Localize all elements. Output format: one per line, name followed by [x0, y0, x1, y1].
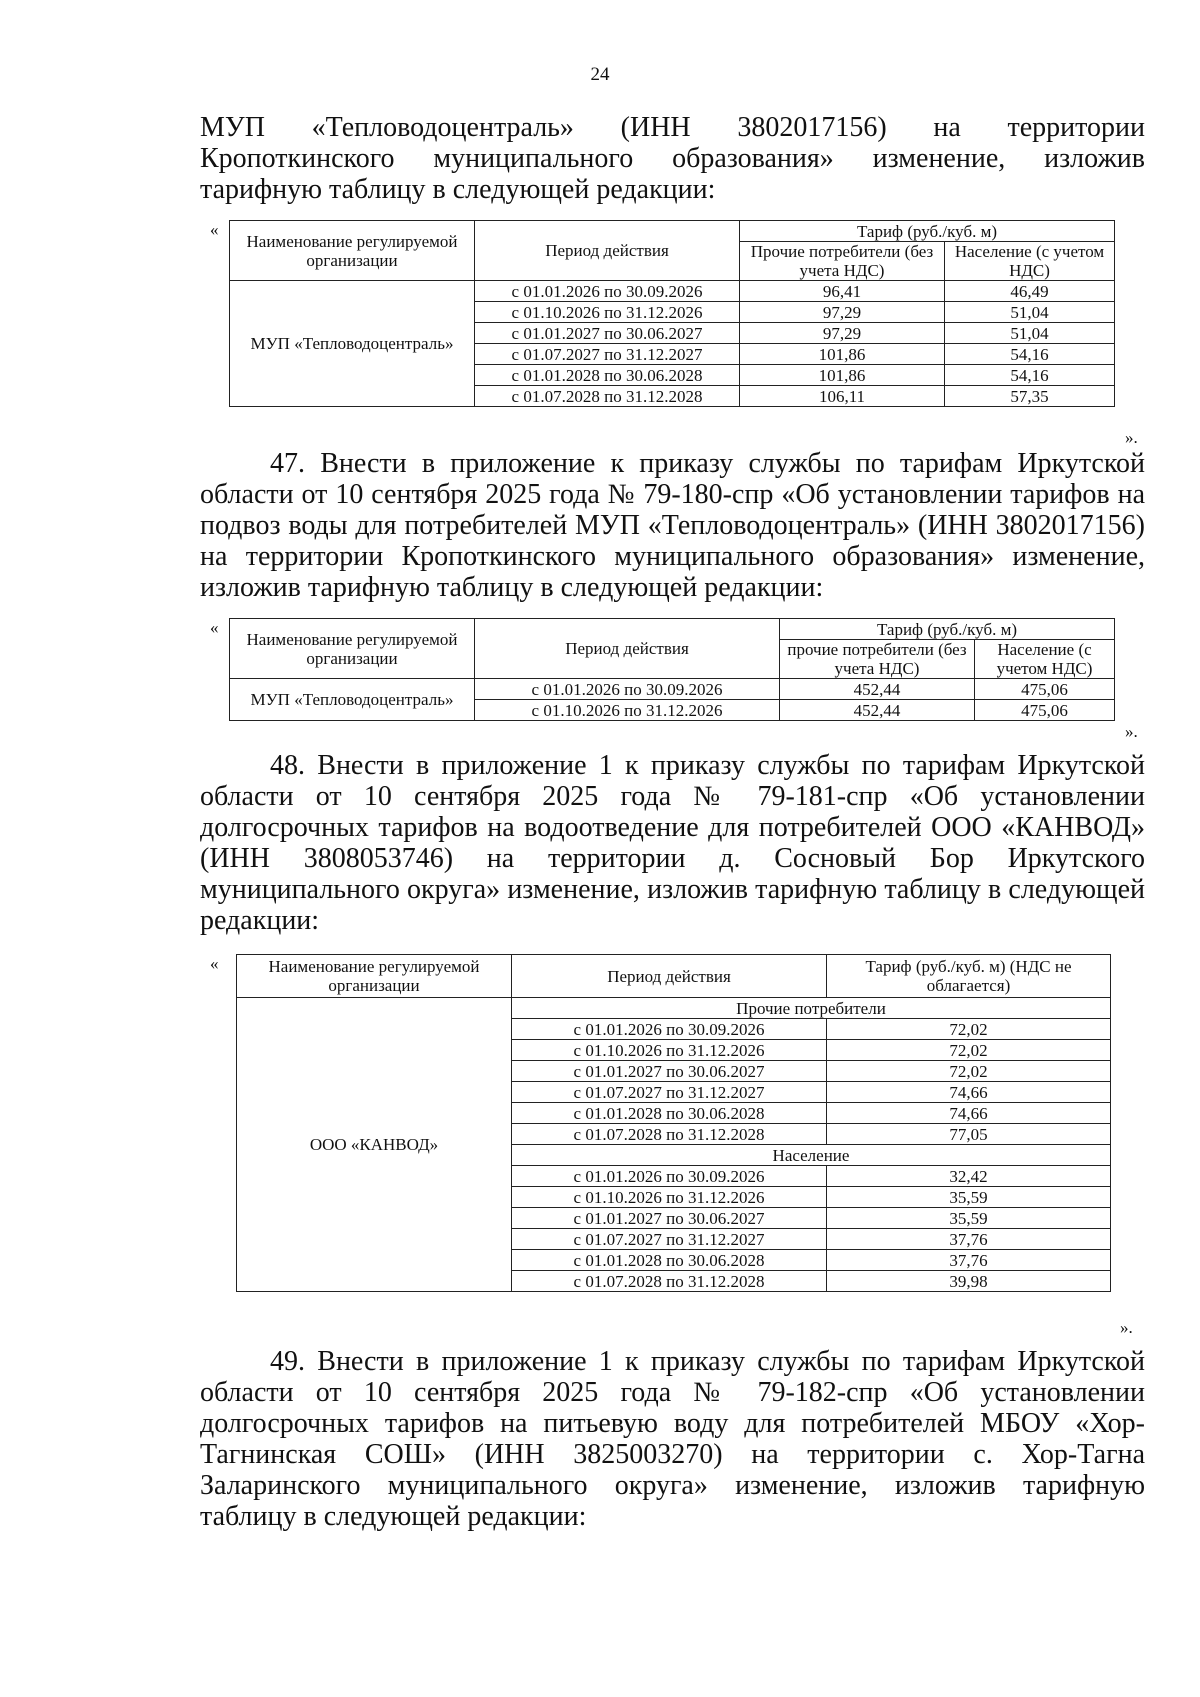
- table-row: [230, 281, 1115, 302]
- table1-other: 97,29: [740, 302, 945, 323]
- table3-period: с 01.07.2027 по 31.12.2027: [512, 1229, 827, 1250]
- table1-header-period: Период действия: [475, 221, 740, 281]
- table2-org: МУП «Тепловодоцентраль»: [230, 679, 475, 721]
- table3-group-pop: Население: [512, 1145, 1111, 1166]
- table3-period: с 01.01.2027 по 30.06.2027: [512, 1061, 827, 1082]
- table1-period: с 01.10.2026 по 31.12.2026: [475, 302, 740, 323]
- table3-period: с 01.01.2027 по 30.06.2027: [512, 1208, 827, 1229]
- table3-value: 37,76: [827, 1250, 1111, 1271]
- table3-header-period: Период действия: [512, 955, 827, 998]
- page-number: 24: [590, 64, 610, 85]
- intro-paragraph: МУП «Тепловодоцентраль» (ИНН 3802017156) на территории Кропоткинского муниципального образования» изменение, изложив тарифную таблицу в следующей редакции:: [200, 112, 1145, 205]
- item47-paragraph: 47. Внести в приложение к приказу службы по тарифам Иркутской области от 10 сентября 2025 года № 79-180-спр «Об установлении тарифов на подвоз воды для потребителей МУП «Тепловодоцентраль» (ИНН 3802017156) на территории Кропоткинского муниципального образования» изменение, изложив тарифную таблицу в следующей редакции:: [200, 448, 1145, 603]
- table1-pop: 46,49: [945, 281, 1115, 302]
- table1-header-other: Прочие потребители (без учета НДС): [740, 242, 945, 281]
- table3-header-org: Наименование регулируемой организации: [237, 955, 512, 998]
- table3-period: с 01.07.2027 по 31.12.2027: [512, 1082, 827, 1103]
- table3-quote-close: ».: [1120, 1318, 1133, 1337]
- table1-period: с 01.01.2027 по 30.06.2027: [475, 323, 740, 344]
- table3-value: 74,66: [827, 1103, 1111, 1124]
- item48-paragraph: 48. Внести в приложение 1 к приказу службы по тарифам Иркутской области от 10 сентября 2025 года № 79-181-спр «Об установлении долгосрочных тарифов на водоотведение для потребителей ООО «КАНВОД» (ИНН 3808053746) на территории д. Сосновый Бор Иркутского муниципального округа» изменение, изложив тарифную таблицу в следующей редакции:: [200, 750, 1145, 936]
- table3-period: с 01.01.2028 по 30.06.2028: [512, 1103, 827, 1124]
- table1-other: 96,41: [740, 281, 945, 302]
- table1-period: с 01.07.2028 по 31.12.2028: [475, 386, 740, 407]
- table3-period: с 01.01.2026 по 30.09.2026: [512, 1166, 827, 1187]
- table1-pop: 57,35: [945, 386, 1115, 407]
- table1-other: 97,29: [740, 323, 945, 344]
- table2-header-tariff: Тариф (руб./куб. м): [780, 619, 1115, 640]
- item49-paragraph: 49. Внести в приложение 1 к приказу службы по тарифам Иркутской области от 10 сентября 2025 года № 79-182-спр «Об установлении долгосрочных тарифов на питьевую воду для потребителей МБОУ «Хор-Тагнинская СОШ» (ИНН 3825003270) на территории с. Хор-Тагна Заларинского муниципального округа» изменение, изложив тарифную таблицу в следующей редакции:: [200, 1346, 1145, 1532]
- table-row: [230, 679, 1115, 700]
- table3-org: ООО «КАНВОД»: [237, 998, 512, 1292]
- table3-value: 39,98: [827, 1271, 1111, 1292]
- table1-header-pop: Население (с учетом НДС): [945, 242, 1115, 281]
- table1-period: с 01.01.2028 по 30.06.2028: [475, 365, 740, 386]
- table3-header-tariff: Тариф (руб./куб. м) (НДС не облагается): [827, 955, 1111, 998]
- table2-tariff: [229, 618, 1115, 721]
- table1-tariff: [229, 220, 1115, 407]
- table1-other: 106,11: [740, 386, 945, 407]
- table2-other: 452,44: [780, 679, 975, 700]
- table1-other: 101,86: [740, 365, 945, 386]
- table2-quote-close: ».: [1125, 722, 1138, 741]
- table3-period: с 01.10.2026 по 31.12.2026: [512, 1040, 827, 1061]
- table3-period: с 01.01.2026 по 30.09.2026: [512, 1019, 827, 1040]
- table1-org: МУП «Тепловодоцентраль»: [230, 281, 475, 407]
- table2-header-pop: Население (с учетом НДС): [975, 640, 1115, 679]
- table1-period: с 01.01.2026 по 30.09.2026: [475, 281, 740, 302]
- table3-value: 72,02: [827, 1061, 1111, 1082]
- table2-header-org: Наименование регулируемой организации: [230, 619, 475, 679]
- table3-group-other: Прочие потребители: [512, 998, 1111, 1019]
- table2-pop: 475,06: [975, 700, 1115, 721]
- table2-quote-open: «: [210, 618, 219, 637]
- table3-value: 77,05: [827, 1124, 1111, 1145]
- table1-pop: 51,04: [945, 323, 1115, 344]
- table1-pop: 51,04: [945, 302, 1115, 323]
- table2-header-other: прочие потребители (без учета НДС): [780, 640, 975, 679]
- table1-quote-close: ».: [1125, 428, 1138, 447]
- table2-period: с 01.10.2026 по 31.12.2026: [475, 700, 780, 721]
- table3-quote-open: «: [210, 954, 219, 973]
- table2-other: 452,44: [780, 700, 975, 721]
- table1-other: 101,86: [740, 344, 945, 365]
- table3-value: 35,59: [827, 1187, 1111, 1208]
- table1-pop: 54,16: [945, 365, 1115, 386]
- table1-header-tariff: Тариф (руб./куб. м): [740, 221, 1115, 242]
- table3-tariff: [236, 954, 1111, 1292]
- table1-header-org: Наименование регулируемой организации: [230, 221, 475, 281]
- table3-period: с 01.10.2026 по 31.12.2026: [512, 1187, 827, 1208]
- table2-pop: 475,06: [975, 679, 1115, 700]
- table3-period: с 01.01.2028 по 30.06.2028: [512, 1250, 827, 1271]
- table2-period: с 01.01.2026 по 30.09.2026: [475, 679, 780, 700]
- table1-pop: 54,16: [945, 344, 1115, 365]
- table3-value: 35,59: [827, 1208, 1111, 1229]
- table3-value: 74,66: [827, 1082, 1111, 1103]
- table3-value: 37,76: [827, 1229, 1111, 1250]
- table1-quote-open: «: [210, 220, 219, 239]
- table3-period: с 01.07.2028 по 31.12.2028: [512, 1271, 827, 1292]
- table3-value: 72,02: [827, 1019, 1111, 1040]
- table1-period: с 01.07.2027 по 31.12.2027: [475, 344, 740, 365]
- table2-header-period: Период действия: [475, 619, 780, 679]
- table3-value: 32,42: [827, 1166, 1111, 1187]
- table3-period: с 01.07.2028 по 31.12.2028: [512, 1124, 827, 1145]
- table3-value: 72,02: [827, 1040, 1111, 1061]
